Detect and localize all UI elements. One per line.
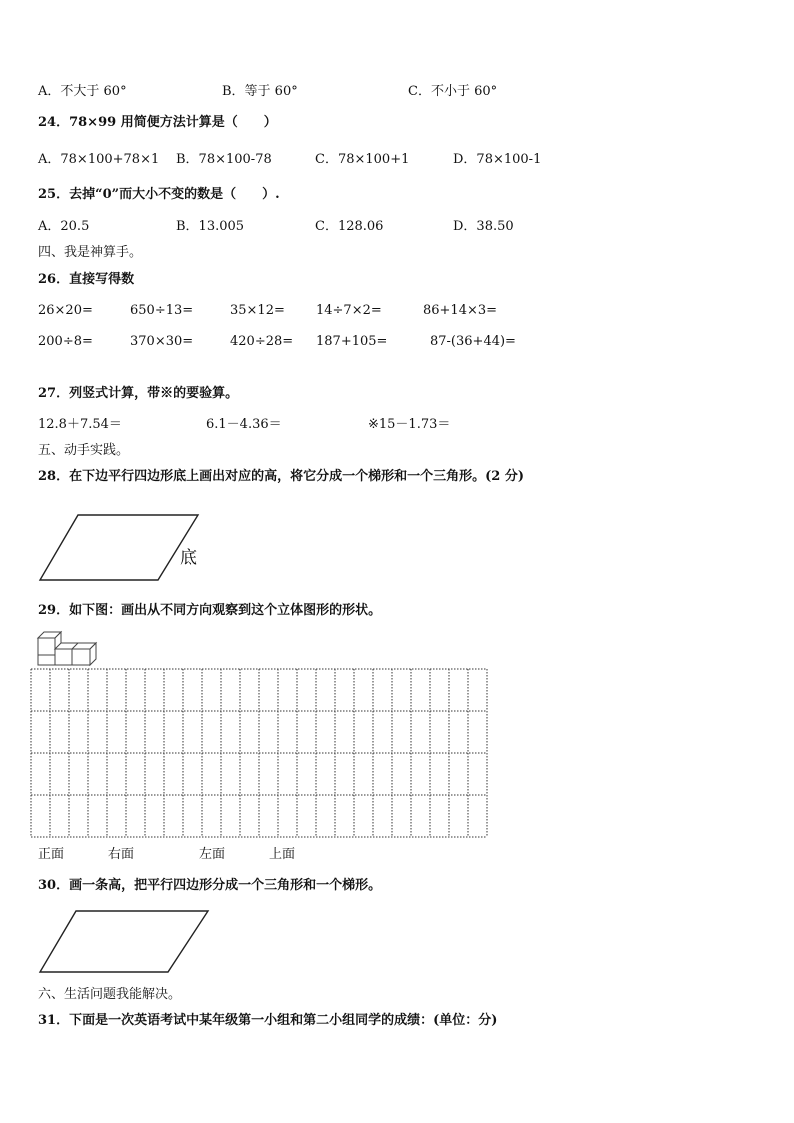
q27-stem: 27．列竖式计算，带※的要验算。 xyxy=(38,386,239,401)
q26-r2-item: 420÷28= xyxy=(230,334,294,349)
q24-option-b: B．78×100-78 xyxy=(176,152,272,167)
q29-view-label-right: 右面 xyxy=(108,847,135,862)
q26-r1-item: 650÷13= xyxy=(130,303,194,318)
q25-stem: 25．去掉“0”而大小不变的数是（ ）. xyxy=(38,187,280,202)
q24-option-d: D．78×100-1 xyxy=(453,152,542,167)
q29-stem: 29．如下图：画出从不同方向观察到这个立体图形的形状。 xyxy=(38,603,382,618)
q26-r1-item: 86+14×3= xyxy=(423,303,498,318)
q24-option-a: A．78×100+78×1 xyxy=(38,152,160,167)
q25-option-c: C．128.06 xyxy=(315,219,384,234)
q26-r1-item: 35×12= xyxy=(230,303,285,318)
q29-view-label-top: 上面 xyxy=(269,847,296,862)
q26-r2-item: 200÷8= xyxy=(38,334,93,349)
q28-stem: 28．在下边平行四边形底上画出对应的高，将它分成一个梯形和一个三角形。(2 分) xyxy=(38,469,524,484)
q27-item: ※15－1.73＝ xyxy=(368,417,451,432)
q25-option-a: A．20.5 xyxy=(38,219,90,234)
q26-stem: 26．直接写得数 xyxy=(38,272,135,287)
q28-parallelogram xyxy=(36,512,202,584)
q30-stem: 30．画一条高，把平行四边形分成一个三角形和一个梯形。 xyxy=(38,878,382,893)
q29-cube-figure xyxy=(36,628,102,668)
q29-dotted-grid xyxy=(29,667,489,841)
q27-item: 12.8＋7.54＝ xyxy=(38,417,122,432)
q24-stem: 24．78×99 用简便方法计算是（ ） xyxy=(38,115,277,130)
q26-r2-item: 187+105= xyxy=(316,334,388,349)
q26-r1-item: 26×20= xyxy=(38,303,93,318)
q23-option-b: B．等于 60° xyxy=(222,84,298,99)
q29-view-label-front: 正面 xyxy=(38,847,65,862)
q24-option-c: C．78×100+1 xyxy=(315,152,410,167)
q23-option-c: C．不小于 60° xyxy=(408,84,498,99)
q25-option-d: D．38.50 xyxy=(453,219,514,234)
q28-base-label: 底 xyxy=(180,548,197,568)
q30-parallelogram xyxy=(36,908,212,976)
q29-view-label-left: 左面 xyxy=(199,847,226,862)
q26-r2-item: 370×30= xyxy=(130,334,194,349)
q31-stem: 31．下面是一次英语考试中某年级第一小组和第二小组同学的成绩：(单位：分) xyxy=(38,1013,498,1028)
section-6-heading: 六、生活问题我能解决。 xyxy=(38,987,182,1002)
q23-option-a: A．不大于 60° xyxy=(38,84,127,99)
q26-r1-item: 14÷7×2= xyxy=(316,303,382,318)
q25-option-b: B．13.005 xyxy=(176,219,245,234)
section-5-heading: 五、动手实践。 xyxy=(38,443,130,458)
section-4-heading: 四、我是神算手。 xyxy=(38,245,143,260)
q27-item: 6.1－4.36＝ xyxy=(206,417,282,432)
q26-r2-item: 87-(36+44)= xyxy=(430,334,516,349)
